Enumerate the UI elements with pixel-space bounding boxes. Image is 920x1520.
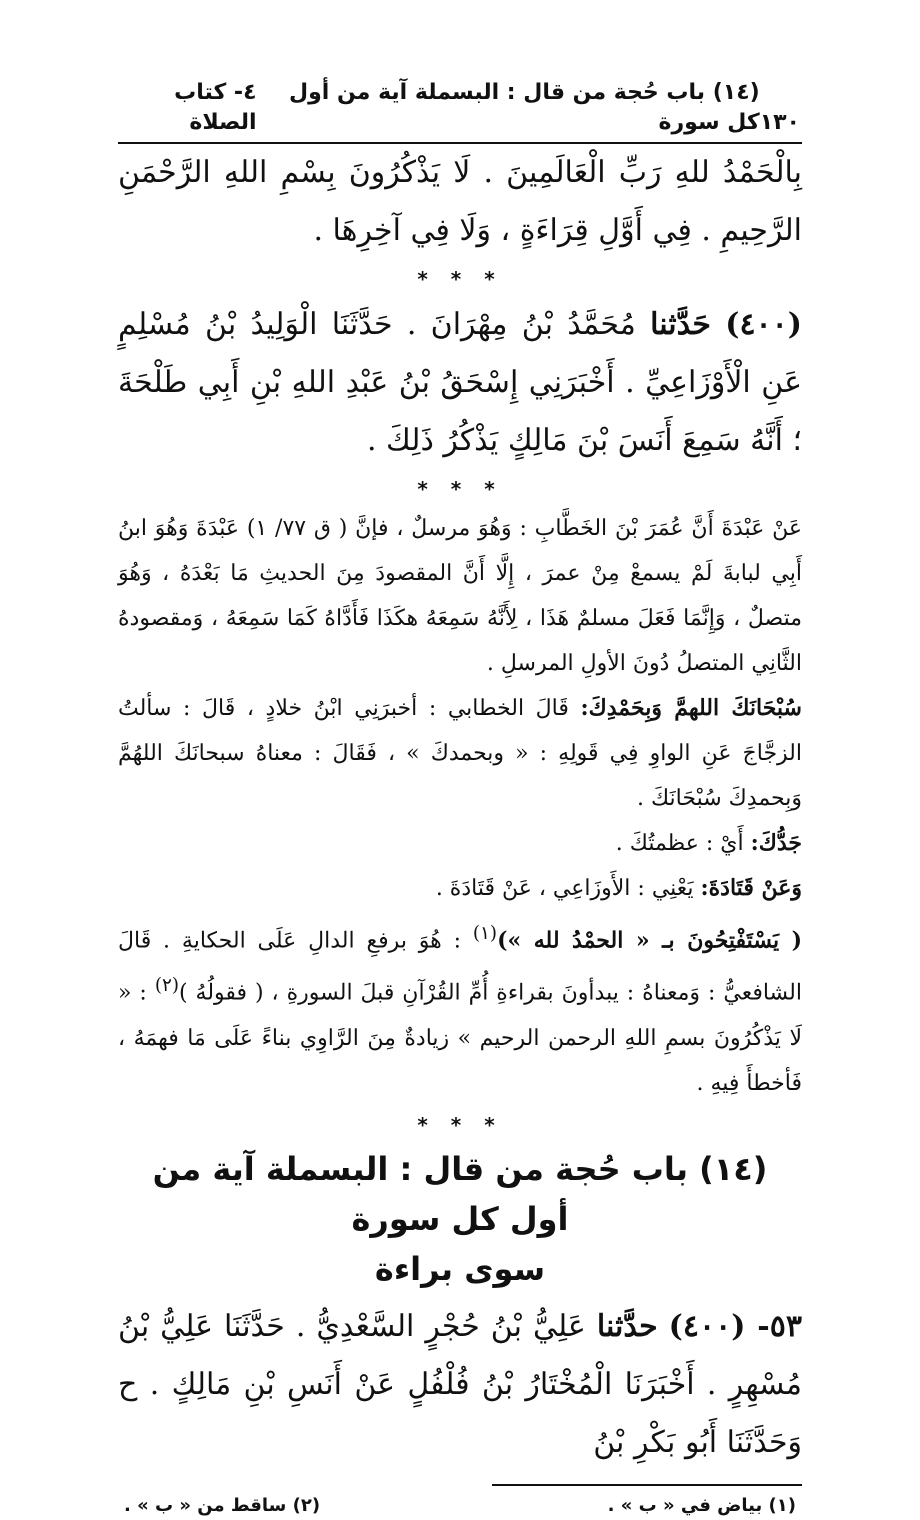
hadith-lead: حدَّثنا	[596, 1308, 658, 1344]
running-header	[118, 80, 802, 144]
footnote-rule	[492, 1484, 802, 1486]
chapter-heading-line: سوى براءة	[374, 1249, 546, 1288]
header-chapter-title: (١٤) باب حُجة من قال : البسملة آية من أول كل سورة	[289, 80, 760, 135]
footnote-1: (١) بياض في « ب » .	[607, 1494, 796, 1516]
commentary-lemma: ( يَسْتَفْتِحُونَ بـ « الحمْدُ لله »)	[497, 927, 802, 954]
page-number: ١٣٠	[759, 110, 800, 135]
commentary	[118, 506, 802, 1106]
header-book-title: ٤- كتاب الصلاة	[174, 80, 257, 135]
footnote-ref: (٢)	[154, 975, 179, 997]
hadith-text: عَلِيُّ بْنُ حُجْرٍ السَّعْدِيُّ . حَدَّثَنَا عَلِيُّ بْنُ مُسْهِرٍ . أَخْبَرَنَا الْمُخْتَارُ بْنُ فُلْفُلٍ عَنْ أَنَسِ بْنِ مَالِكٍ . ح وَحَدَّثَنَا أَبُو بَكْرِ بْنُ	[118, 1308, 802, 1460]
hadith-400-paragraph	[118, 296, 802, 470]
matn-paragraph: بِالْحَمْدُ للهِ رَبِّ الْعَالَمِينَ . لَا يَذْكُرُونَ بِسْمِ اللهِ الرَّحْمَنِ الرَّحِيمِ . فِي أَوَّلِ قِرَاءَةٍ ، وَلَا فِي آخِرِهَا .	[118, 155, 802, 248]
footnotes	[118, 1492, 802, 1520]
hadith-text: مُحَمَّدُ بْنُ مِهْرَانَ . حَدَّثَنَا الْوَلِيدُ بْنُ مُسْلِمٍ عَنِ الْأَوْزَاعِيِّ . أَخْبَرَنِي إِسْحَقُ بْنُ عَبْدِ اللهِ بْنِ أَبِي طَلْحَةَ ؛ أَنَّهُ سَمِعَ أَنَسَ بْنَ مَالِكٍ يَذْكُرُ ذَلِكَ .	[118, 307, 802, 458]
commentary-text: : « لَا يَذْكُرُونَ بسمِ اللهِ الرحمن الرحيم » زيادةٌ مِنَ الرَّاوِي بناءً عَلَى مَا فهمَهُ ، فَأخطأَ فِيهِ .	[118, 980, 802, 1096]
commentary-paragraph	[118, 911, 802, 1106]
commentary-lemma: وَعَنْ قَتَادَةَ:	[700, 875, 802, 901]
commentary-text: أَيْ : عظمتُكَ .	[615, 831, 744, 856]
footnote-ref: (١)	[472, 923, 498, 944]
commentary-lemma: جَدُّكَ:	[750, 830, 802, 856]
hadith-number: ٥٣- (٤٠٠)	[668, 1308, 802, 1344]
section-separator: * * *	[417, 267, 503, 291]
commentary-paragraph	[118, 821, 802, 866]
commentary-paragraph: عَنْ عَبْدَةَ أَنَّ عُمَرَ بْنَ الخَطَّابِ : وَهُوَ مرسلٌ ، فإنَّ ( ق ٧٧/ ١) عَبْدَةَ وَهُوَ ابنُ أَبِي لبابةَ لَمْ يسمعْ مِنْ عمرَ ، إِلَّا أَنَّ المقصودَ مِنَ الحديثِ مَا بَعْدَهُ ، وَهُوَ متصلٌ ، وَإِنَّمَا فَعَلَ مسلمٌ هَذَا ، لِأَنَّهُ سَمِعَهُ هكَذَا فَأَدَّاهُ كَمَا سَمِعَهُ ، وَمقصودهُ الثَّانِي المتصلُ دُونَ الأولِ المرسلِ .	[118, 516, 802, 676]
section-separator: * * *	[417, 477, 503, 501]
chapter-heading	[118, 1144, 802, 1294]
commentary-lemma: سُبْحَانَكَ اللهمَّ وَبِحَمْدِكَ:	[580, 695, 802, 721]
commentary-text: قَالَ الخطابي : أخبرَنِي ابْنُ خلادٍ ، قَالَ : سألتُ الزجَّاجَ عَنِ الواوِ فِي قَولِهِ : « وبحمدكَ » ، فَقَالَ : معناهُ سبحانَكَ اللهُمَّ وَبِحمدِكَ سُبْحَانَكَ .	[118, 696, 802, 811]
chapter-heading-line: (١٤) باب حُجة من قال : البسملة آية من أول كل سورة	[152, 1149, 768, 1238]
footnote-2: (٢) ساقط من « ب » .	[124, 1494, 321, 1516]
commentary-text: يَعْنِي : الأَوزَاعِي ، عَنْ قَتَادَةَ .	[435, 876, 694, 901]
commentary-paragraph	[118, 686, 802, 821]
page-body	[118, 144, 802, 1520]
hadith-number: (٤٠٠)	[725, 307, 802, 342]
section-separator: * * *	[417, 1112, 503, 1137]
commentary-text: : هُوَ برفعِ الدالِ عَلَى الحكايةِ . قَالَ الشافعيُّ : وَمعناهُ : يبدأونَ بقراءةِ أُمِّ القُرْآنِ قبلَ السورةِ ، ( فقولُهُ )	[118, 928, 802, 1006]
commentary-paragraph	[118, 866, 802, 911]
hadith-lead: حَدَّثنا	[650, 307, 711, 342]
hadith-53-paragraph	[118, 1298, 802, 1472]
